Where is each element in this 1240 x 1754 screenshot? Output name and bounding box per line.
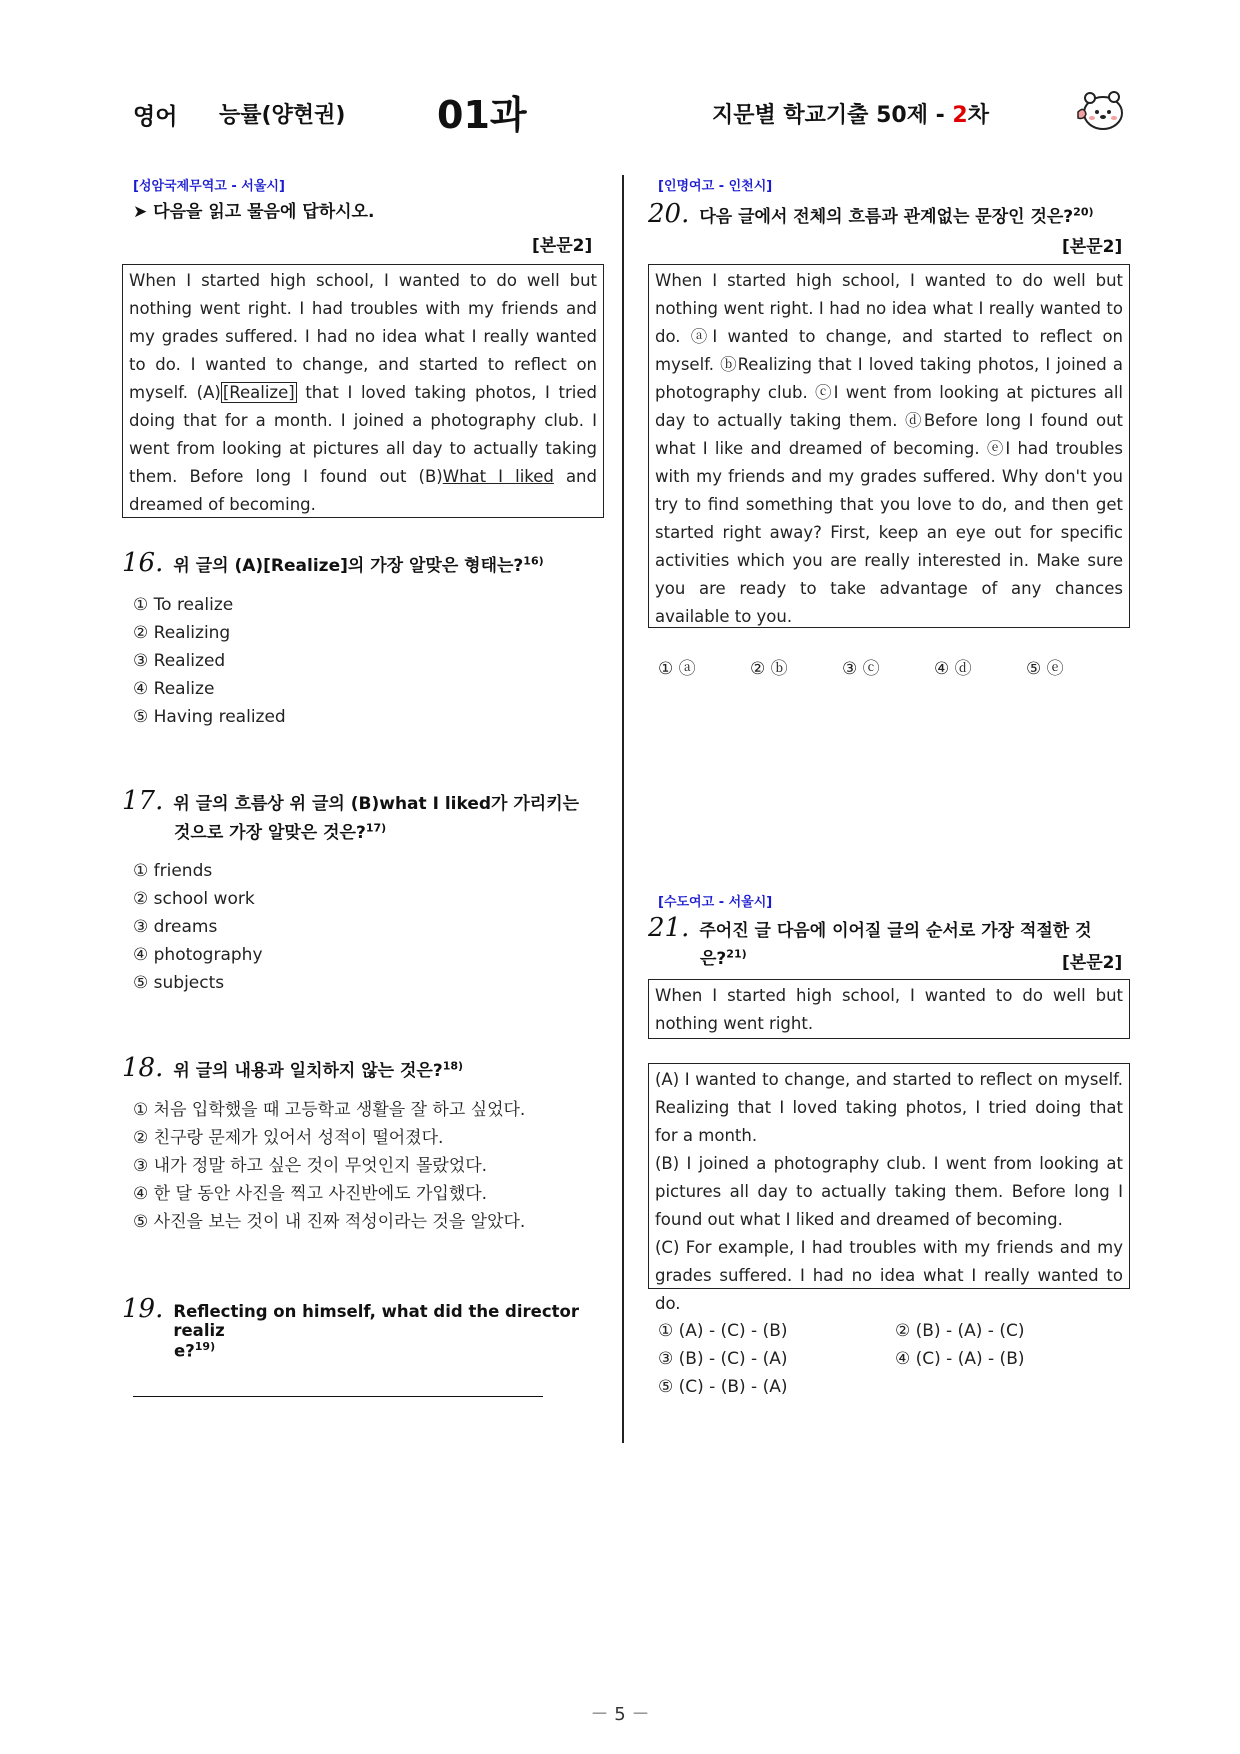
passage-text-1: When I started high school, I wanted to do well but nothing went right. I had troubles with my friends and my grades suffered. I had no idea what I really wanted to do. I wanted to change, and started to reflect on myself. bbox=[129, 271, 597, 402]
choice-4[interactable]: ④ (C) - (A) - (B) bbox=[895, 1349, 1025, 1369]
blank-b-word: What I liked bbox=[442, 467, 554, 486]
question-text bbox=[173, 551, 543, 576]
question-number: 20. bbox=[648, 199, 690, 229]
worksheet-title-prefix: 지문별 학교기출 50제 - bbox=[712, 103, 953, 128]
q21-paragraph-b: (B) I joined a photography club. I went from looking at pictures all day to actually taking them. Before long I found out what I liked and dreamed of becoming. bbox=[655, 1154, 1123, 1229]
question-21-text-line2-wrap bbox=[648, 944, 1118, 969]
choice-4[interactable]: ④ photography bbox=[133, 945, 263, 965]
choice-2[interactable]: ② 친구랑 문제가 있어서 성적이 떨어졌다. bbox=[133, 1128, 444, 1148]
question-18 bbox=[122, 1053, 463, 1083]
choice-5[interactable]: ⑤ (C) - (B) - (A) bbox=[658, 1377, 788, 1397]
q21-paragraph-a: (A) I wanted to change, and started to reflect on myself. Realizing that I loved taking photos, I tried doing that for a month. bbox=[655, 1070, 1123, 1145]
question-21-text-line2: 은? bbox=[700, 949, 727, 969]
footnote-ref: 16) bbox=[523, 554, 544, 568]
question-text bbox=[173, 1056, 463, 1081]
choice-1[interactable]: ① To realize bbox=[133, 595, 234, 615]
choice-5[interactable]: ⑤ 사진을 보는 것이 내 진짜 적성이라는 것을 알았다. bbox=[133, 1212, 526, 1232]
question-21 bbox=[648, 913, 1118, 969]
q21-passage-tag: [본문2] bbox=[1062, 953, 1123, 973]
textbook-label: 능률(양현권) bbox=[219, 103, 346, 128]
footnote-ref: 17) bbox=[365, 821, 387, 835]
q21-given-box bbox=[648, 979, 1130, 1039]
question-16-choices bbox=[133, 591, 286, 731]
blank-a-label: (A) bbox=[196, 383, 221, 402]
lesson-title: 01과 bbox=[437, 93, 527, 137]
choice-5[interactable]: ⑤ ⓔ bbox=[1026, 659, 1064, 679]
question-19-text-line2: e? bbox=[174, 1341, 195, 1361]
cartoon-bear-mascot-icon bbox=[1076, 88, 1126, 134]
q20-passage-box bbox=[648, 264, 1130, 628]
choice-2[interactable]: ② ⓑ bbox=[750, 659, 788, 679]
question-17-text-line1: 위 글의 흐름상 위 글의 (B)what I liked가 가리키는 bbox=[173, 794, 580, 814]
column-divider bbox=[622, 175, 624, 1443]
left-instruction: ➤ 다음을 읽고 물음에 답하시오. bbox=[133, 202, 375, 222]
choice-2[interactable]: ② school work bbox=[133, 889, 255, 909]
blank-a-word: [Realize] bbox=[222, 383, 295, 402]
question-20-text: 다음 글에서 전체의 흐름과 관계없는 문장인 것은? bbox=[699, 207, 1074, 227]
question-20-choices bbox=[658, 655, 1118, 683]
question-number: 17. bbox=[122, 786, 164, 816]
q21-source-label: [수도여고 - 서울시] bbox=[658, 895, 773, 910]
choice-2[interactable]: ② (B) - (A) - (C) bbox=[895, 1321, 1025, 1341]
choice-1[interactable]: ① ⓐ bbox=[658, 659, 696, 679]
choice-1[interactable]: ① (A) - (C) - (B) bbox=[658, 1321, 788, 1341]
left-source-label: [성암국제무역고 - 서울시] bbox=[133, 179, 285, 194]
q20-passage-tag: [본문2] bbox=[1062, 237, 1123, 257]
footnote-ref: 19) bbox=[194, 1340, 216, 1353]
question-number: 21. bbox=[648, 913, 690, 943]
question-16 bbox=[122, 548, 544, 578]
question-17-text-line2-wrap bbox=[122, 818, 602, 843]
footnote-ref: 21) bbox=[726, 947, 747, 961]
choice-1[interactable]: ① 처음 입학했을 때 고등학교 생활을 잘 하고 싶었다. bbox=[133, 1100, 526, 1120]
question-text bbox=[699, 202, 1093, 227]
left-passage-box bbox=[122, 264, 604, 518]
question-18-text: 위 글의 내용과 일치하지 않는 것은? bbox=[173, 1061, 443, 1081]
q20-source-label: [인명여고 - 인천시] bbox=[658, 179, 773, 194]
question-17 bbox=[122, 786, 602, 843]
worksheet-title bbox=[712, 98, 989, 129]
left-passage-tag: [본문2] bbox=[532, 236, 593, 256]
choice-3[interactable]: ③ ⓒ bbox=[842, 659, 880, 679]
question-20 bbox=[648, 199, 1094, 229]
question-21-text-line1: 주어진 글 다음에 이어질 글의 순서로 가장 적절한 것 bbox=[699, 921, 1092, 941]
question-21-choices bbox=[658, 1317, 1128, 1401]
footnote-ref: 18) bbox=[442, 1059, 464, 1073]
question-19-text-line2-wrap bbox=[122, 1340, 612, 1361]
passage-text-3: and dreamed of becoming. bbox=[129, 467, 597, 514]
q20-passage-text: When I started high school, I wanted to do well but nothing went right. I had no idea what I really wanted to do. ⓐI wanted to change, and started to reflect on myself. ⓑRealizing that I loved taking photos, I joined a photography club. ⓒI went from looking at pictures all day to actually taking them. ⓓBefore long I found out what I like and dreamed of becoming. ⓔI had troubles with my friends and my grades suffered. Why don't you try to find something that you love to do, and then get started right away? First, keep an eye out for specific activities which you are really interested in. Make sure you are ready to take advantage of any chances available to you. bbox=[655, 271, 1123, 626]
worksheet-title-suffix: 차 bbox=[967, 103, 989, 128]
choice-5[interactable]: ⑤ subjects bbox=[133, 973, 225, 993]
passage-text-2: that I loved taking photos, I tried doing that for a month. I joined a photography club. I went from looking at pictures all day to actually taking them. Before long I found out bbox=[129, 383, 597, 486]
worksheet-round: 2 bbox=[952, 103, 968, 128]
choice-3[interactable]: ③ 내가 정말 하고 싶은 것이 무엇인지 몰랐었다. bbox=[133, 1156, 488, 1176]
choice-3[interactable]: ③ Realized bbox=[133, 651, 226, 671]
q21-passage-box bbox=[648, 1063, 1130, 1313]
blank-b-label: (B) bbox=[418, 467, 443, 486]
footnote-ref: 20) bbox=[1073, 205, 1094, 219]
choice-3[interactable]: ③ dreams bbox=[133, 917, 218, 937]
question-19-text-line1: Reflecting on himself, what did the director realiz bbox=[173, 1302, 579, 1340]
choice-2[interactable]: ② Realizing bbox=[133, 623, 231, 643]
question-18-choices bbox=[133, 1096, 525, 1236]
q21-given-text: When I started high school, I wanted to do well but nothing went right. bbox=[655, 986, 1123, 1033]
choice-3[interactable]: ③ (B) - (C) - (A) bbox=[658, 1349, 788, 1369]
question-17-text-line2: 것으로 가장 알맞은 것은? bbox=[174, 823, 366, 843]
choice-4[interactable]: ④ ⓓ bbox=[934, 659, 972, 679]
question-19 bbox=[122, 1294, 612, 1361]
answer-line[interactable] bbox=[133, 1396, 543, 1397]
q21-paragraph-c: (C) For example, I had troubles with my friends and my grades suffered. I had no idea what I really wanted to do. bbox=[655, 1238, 1123, 1313]
question-number: 16. bbox=[122, 548, 164, 578]
subject-label: 영어 bbox=[133, 104, 178, 130]
choice-1[interactable]: ① friends bbox=[133, 861, 213, 881]
page-number: － 5 － bbox=[590, 1704, 650, 1725]
choice-5[interactable]: ⑤ Having realized bbox=[133, 707, 286, 727]
question-17-choices bbox=[133, 857, 263, 997]
question-number: 19. bbox=[122, 1294, 164, 1324]
choice-4[interactable]: ④ Realize bbox=[133, 679, 215, 699]
choice-4[interactable]: ④ 한 달 동안 사진을 찍고 사진반에도 가입했다. bbox=[133, 1184, 488, 1204]
question-16-text: 위 글의 (A)[Realize]의 가장 알맞은 형태는? bbox=[173, 556, 524, 576]
question-number: 18. bbox=[122, 1053, 164, 1083]
